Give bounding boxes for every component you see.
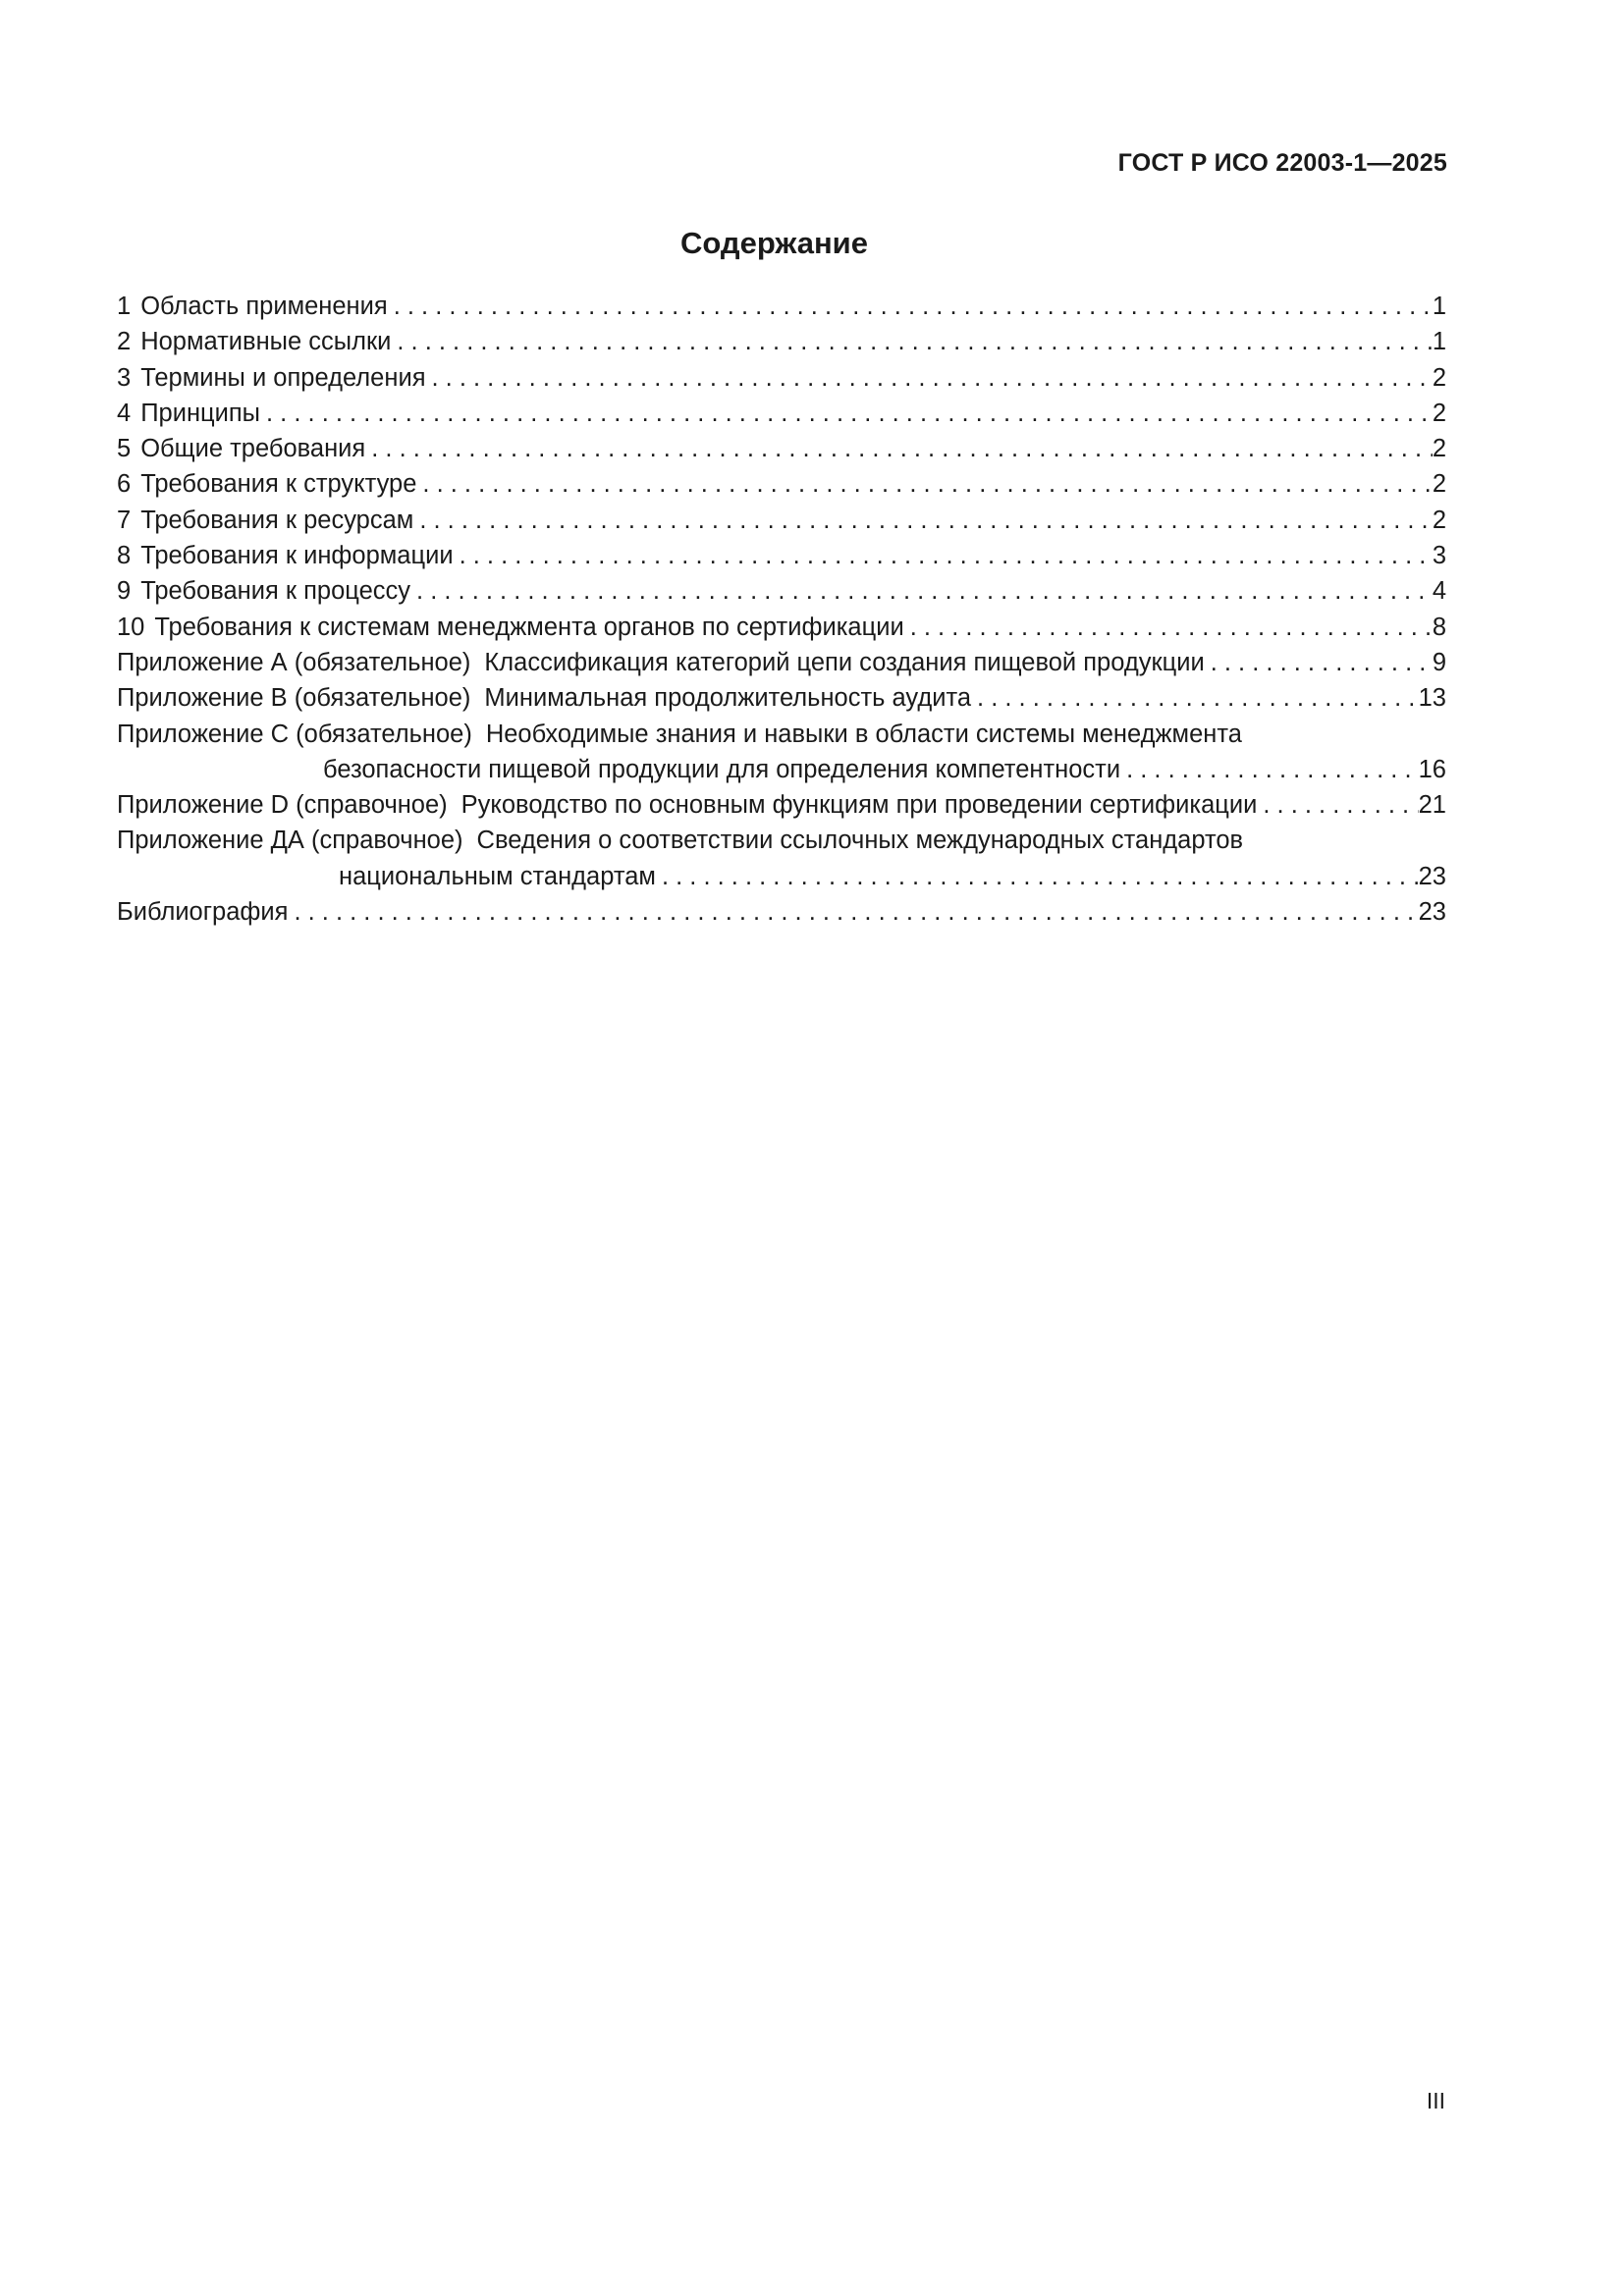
table-of-contents xyxy=(117,289,1446,930)
toc-annex-title: Минимальная продолжительность аудита xyxy=(484,684,972,713)
toc-annex-page: 21 xyxy=(1418,791,1446,820)
toc-entry-1[interactable] xyxy=(117,289,1446,324)
toc-title: Содержание xyxy=(680,226,868,260)
toc-entry-number: 8 xyxy=(117,542,132,570)
toc-entry-text: Термины и определения xyxy=(140,363,426,392)
toc-entry-text: Нормативные ссылки xyxy=(140,328,392,356)
toc-entry-number: 7 xyxy=(117,506,132,534)
dot-leader xyxy=(656,859,1419,894)
toc-entry-number: 5 xyxy=(117,435,132,463)
toc-entry-text: Требования к процессу xyxy=(140,577,411,606)
toc-annex-title-continuation: безопасности пищевой продукции для определения компетентности xyxy=(323,755,1121,783)
toc-entry-number: 2 xyxy=(117,328,132,356)
toc-annex-title-continuation: национальным стандартам xyxy=(339,862,656,890)
toc-annex-c[interactable] xyxy=(117,717,1446,788)
toc-bibliography-text: Библиография xyxy=(117,898,289,927)
toc-entry-page: 8 xyxy=(1432,613,1446,641)
toc-entry-number: 9 xyxy=(117,577,132,606)
toc-entry-number: 3 xyxy=(117,363,132,392)
toc-bibliography[interactable] xyxy=(117,894,1446,930)
toc-annex-b[interactable] xyxy=(117,680,1446,716)
toc-annex-label: Приложение D (справочное) xyxy=(117,791,448,820)
toc-entry-number: 6 xyxy=(117,470,132,499)
toc-entry-number: 10 xyxy=(117,613,145,641)
dot-leader xyxy=(416,466,1432,502)
toc-annex-label: Приложение В (обязательное) xyxy=(117,684,471,713)
toc-entry-text: Общие требования xyxy=(140,435,366,463)
toc-entry-7[interactable] xyxy=(117,503,1446,538)
toc-entry-page: 3 xyxy=(1432,542,1446,570)
dot-leader xyxy=(391,324,1432,359)
toc-annex-title: Сведения о соответствии ссылочных международных стандартов xyxy=(476,827,1244,855)
toc-entry-page: 2 xyxy=(1432,399,1446,427)
dot-leader xyxy=(1120,752,1419,787)
toc-entry-text: Требования к структуре xyxy=(140,470,417,499)
toc-entry-page: 2 xyxy=(1432,435,1446,463)
dot-leader xyxy=(454,538,1433,573)
dot-leader xyxy=(410,573,1433,609)
toc-entry-4[interactable] xyxy=(117,396,1446,431)
dot-leader xyxy=(1205,645,1433,680)
toc-annex-label: Приложение С (обязательное) xyxy=(117,720,472,748)
toc-entry-page: 2 xyxy=(1432,506,1446,534)
toc-annex-label: Приложение А (обязательное) xyxy=(117,648,471,676)
toc-entry-2[interactable] xyxy=(117,324,1446,359)
toc-entry-number: 1 xyxy=(117,293,132,320)
toc-entry-5[interactable] xyxy=(117,431,1446,466)
toc-entry-3[interactable] xyxy=(117,360,1446,396)
toc-annex-page: 16 xyxy=(1418,755,1446,783)
toc-entry-page: 1 xyxy=(1432,293,1446,320)
toc-entry-text: Принципы xyxy=(140,399,261,427)
toc-entry-page: 4 xyxy=(1432,577,1446,606)
toc-entry-text: Требования к информации xyxy=(140,542,454,570)
dot-leader xyxy=(1257,787,1418,823)
dot-leader xyxy=(365,431,1433,466)
toc-annex-page: 13 xyxy=(1418,684,1446,713)
toc-entry-number: 4 xyxy=(117,399,132,427)
dot-leader xyxy=(260,396,1433,431)
toc-entry-8[interactable] xyxy=(117,538,1446,573)
toc-annex-label: Приложение ДА (справочное) xyxy=(117,827,463,855)
dot-leader xyxy=(413,503,1432,538)
dot-leader xyxy=(971,680,1419,716)
toc-entry-text: Требования к системам менеджмента органов по сертификации xyxy=(154,613,904,641)
toc-annex-title: Классификация категорий цепи создания пищевой продукции xyxy=(484,648,1205,676)
dot-leader xyxy=(388,289,1433,324)
toc-entry-page: 2 xyxy=(1432,470,1446,499)
toc-bibliography-page: 23 xyxy=(1418,898,1446,927)
toc-annex-page: 23 xyxy=(1418,862,1446,890)
dot-leader xyxy=(904,610,1433,645)
toc-annex-title: Необходимые знания и навыки в области системы менеджмента xyxy=(485,720,1242,748)
toc-annex-title: Руководство по основным функциям при проведении сертификации xyxy=(460,791,1258,820)
toc-annex-da[interactable] xyxy=(117,823,1446,894)
toc-entry-10[interactable] xyxy=(117,610,1446,645)
toc-annex-page: 9 xyxy=(1432,648,1446,676)
page-number: III xyxy=(1426,2088,1445,2113)
toc-entry-9[interactable] xyxy=(117,573,1446,609)
document-code: ГОСТ Р ИСО 22003-1—2025 xyxy=(1117,149,1447,177)
toc-entry-text: Область применения xyxy=(140,293,388,320)
toc-entry-page: 2 xyxy=(1432,363,1446,392)
dot-leader xyxy=(288,894,1418,930)
toc-entry-text: Требования к ресурсам xyxy=(140,506,414,534)
toc-entry-6[interactable] xyxy=(117,466,1446,502)
toc-entry-page: 1 xyxy=(1432,328,1446,356)
dot-leader xyxy=(426,360,1433,396)
toc-annex-d[interactable] xyxy=(117,787,1446,823)
toc-annex-a[interactable] xyxy=(117,645,1446,680)
